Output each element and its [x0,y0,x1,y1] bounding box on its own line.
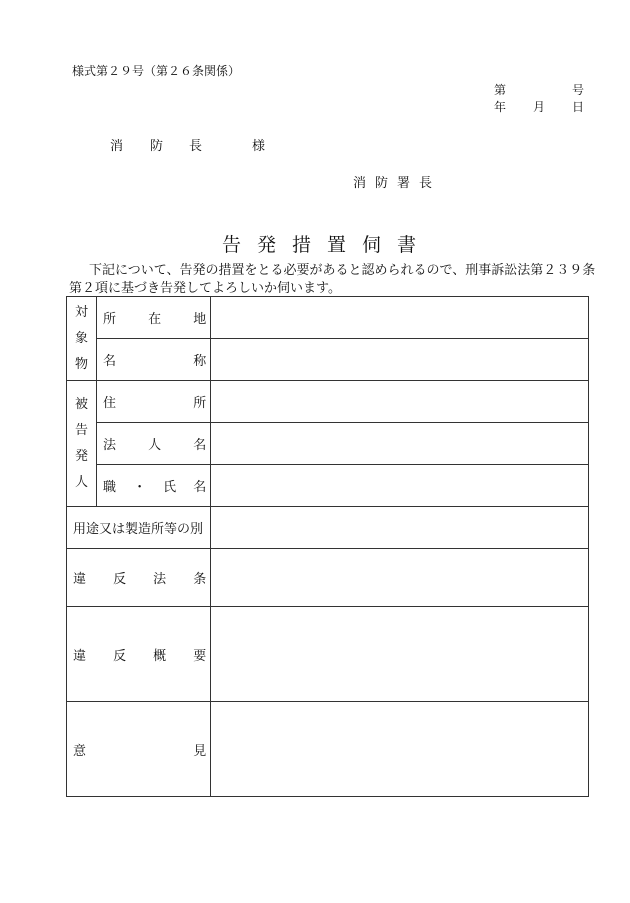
label-char: 違 [73,572,87,587]
group-char: 発 [75,448,89,464]
target-group-label [67,297,97,381]
date-line [494,98,584,114]
sender: 消防署長 [353,176,442,191]
form-number: 様式第２９号（第２６条関係） [72,64,241,78]
label-char: 概 [153,648,167,664]
opinion-field[interactable] [211,702,589,797]
label-char: 職 [103,480,117,495]
address-field[interactable] [211,381,589,423]
label-char: 人 [148,438,162,453]
usage-label: 用途又は製造所等の別 [67,507,211,549]
request-text-line-2: 第２項に基づき告発してよろしいか伺います。 [69,281,341,296]
group-char: 人 [75,474,89,490]
addressee-char: 消 [110,139,124,154]
label-char: 所 [193,396,207,411]
document-number-line [494,81,584,97]
location-field[interactable] [211,297,589,339]
corporation-name-label [97,423,211,465]
label-char: 法 [153,572,167,587]
name-label [97,339,211,381]
addressee-char: 防 [150,139,164,154]
group-char: 告 [75,422,89,438]
label-char: 所 [103,312,117,327]
violation-summary-label [67,607,211,702]
address-label [97,381,211,423]
form-table [66,296,589,797]
date-day: 日 [572,100,585,114]
label-char: 称 [193,354,207,369]
date-month: 月 [533,100,546,114]
number-suffix: 号 [572,83,585,97]
label-char: 名 [103,354,117,369]
request-text [69,262,594,298]
group-char: 物 [75,356,89,372]
corporation-name-field[interactable] [211,423,589,465]
label-char: 条 [193,572,207,587]
opinion-label [67,702,211,797]
usage-field[interactable] [211,507,589,549]
request-text-line-1: 下記について、告発の措置をとる必要があると認められるので、刑事訴訟法第２３９条 [89,263,596,278]
group-char: 象 [75,330,89,346]
label-char: 法 [103,438,117,453]
violated-law-label [67,549,211,607]
occupation-name-label [97,465,211,507]
label-char: 反 [113,572,127,587]
label-char: 住 [103,396,117,411]
location-label [97,297,211,339]
label-char: 意 [73,743,87,759]
label-char: 違 [73,648,87,664]
label-char: 在 [148,312,162,327]
group-char: 被 [75,396,89,412]
accused-group-label [67,381,97,507]
label-char: 地 [193,312,207,327]
name-field[interactable] [211,339,589,381]
number-prefix: 第 [494,83,507,97]
group-char: 対 [75,304,89,320]
addressee-honorific: 様 [252,139,266,154]
occupation-name-field[interactable] [211,465,589,507]
date-year: 年 [494,100,507,114]
label-char: ・ [133,480,147,495]
document-title: 告発措置伺書 [221,234,432,256]
addressee-char: 長 [189,139,203,154]
label-char: 要 [193,648,207,664]
label-char: 見 [193,743,207,759]
addressee [110,135,270,153]
label-char: 名 [193,480,207,495]
label-char: 名 [193,438,207,453]
label-char: 反 [113,648,127,664]
violated-law-field[interactable] [211,549,589,607]
label-char: 氏 [163,480,177,495]
violation-summary-field[interactable] [211,607,589,702]
